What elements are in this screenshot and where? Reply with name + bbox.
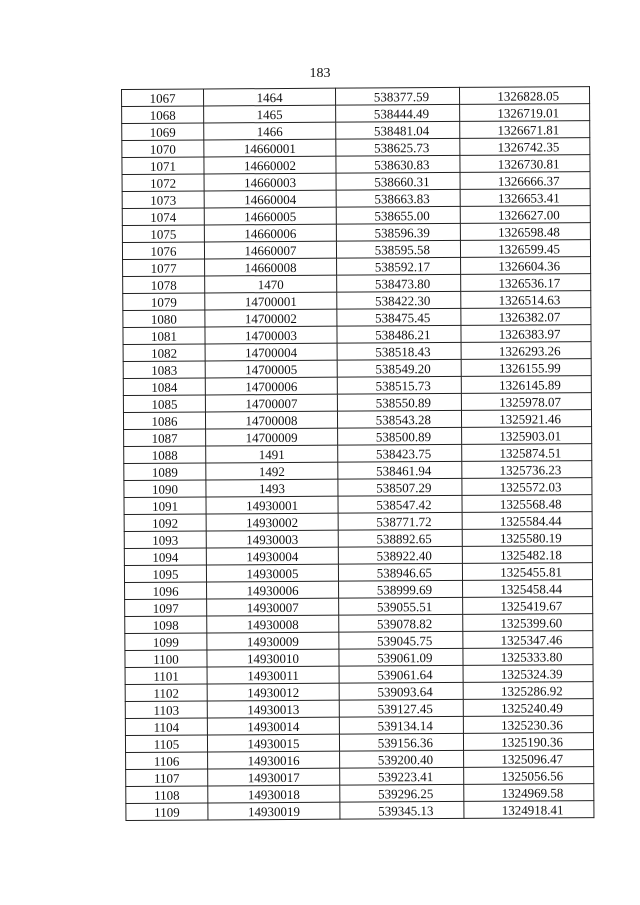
x-coordinate-cell: 538630.83 (336, 155, 460, 173)
x-coordinate-cell: 538475.45 (337, 308, 461, 326)
y-coordinate-cell: 1325458.44 (463, 580, 593, 598)
row-index-cell: 1075 (122, 225, 204, 243)
y-coordinate-cell: 1325572.03 (462, 478, 592, 496)
row-index-cell: 1079 (123, 293, 205, 311)
x-coordinate-cell: 538596.39 (336, 223, 460, 241)
y-coordinate-cell: 1325419.67 (463, 597, 593, 615)
x-coordinate-cell: 538655.00 (336, 206, 460, 224)
row-index-cell: 1107 (126, 769, 208, 787)
y-coordinate-cell: 1325921.46 (461, 410, 591, 428)
row-index-cell: 1086 (123, 412, 205, 430)
point-id-cell: 14660005 (204, 207, 336, 225)
row-index-cell: 1087 (124, 429, 206, 447)
coordinate-table (121, 86, 594, 821)
y-coordinate-cell: 1326514.63 (461, 291, 591, 309)
y-coordinate-cell: 1325482.18 (462, 546, 592, 564)
point-id-cell: 14700008 (205, 411, 337, 429)
point-id-cell: 14660007 (204, 241, 336, 259)
point-id-cell: 14930002 (206, 513, 338, 531)
x-coordinate-cell: 539223.41 (340, 767, 464, 785)
point-id-cell: 14660001 (204, 139, 336, 157)
row-index-cell: 1067 (122, 89, 204, 107)
row-index-cell: 1097 (125, 599, 207, 617)
point-id-cell: 14700009 (206, 428, 338, 446)
x-coordinate-cell: 539296.25 (340, 784, 464, 802)
row-index-cell: 1068 (122, 106, 204, 124)
row-index-cell: 1082 (123, 344, 205, 362)
y-coordinate-cell: 1325978.07 (461, 393, 591, 411)
x-coordinate-cell: 538663.83 (336, 189, 460, 207)
x-coordinate-cell: 538550.89 (337, 393, 461, 411)
x-coordinate-cell: 539061.09 (339, 648, 463, 666)
row-index-cell: 1091 (124, 497, 206, 515)
row-index-cell: 1080 (123, 310, 205, 328)
y-coordinate-cell: 1326145.89 (461, 376, 591, 394)
row-index-cell: 1092 (124, 514, 206, 532)
x-coordinate-cell: 538592.17 (337, 257, 461, 275)
y-coordinate-cell: 1326719.01 (460, 104, 590, 122)
point-id-cell: 14700005 (205, 360, 337, 378)
y-coordinate-cell: 1326666.37 (460, 172, 590, 190)
point-id-cell: 14700001 (205, 292, 337, 310)
x-coordinate-cell: 538500.89 (338, 427, 462, 445)
point-id-cell: 1470 (205, 275, 337, 293)
point-id-cell: 14660006 (204, 224, 336, 242)
x-coordinate-cell: 538892.65 (338, 529, 462, 547)
x-coordinate-cell: 539345.13 (340, 801, 464, 819)
point-id-cell: 14660003 (204, 173, 336, 191)
row-index-cell: 1083 (123, 361, 205, 379)
point-id-cell: 14660002 (204, 156, 336, 174)
y-coordinate-cell: 1324969.58 (464, 784, 594, 802)
row-index-cell: 1076 (122, 242, 204, 260)
row-index-cell: 1099 (125, 633, 207, 651)
point-id-cell: 14930007 (207, 598, 339, 616)
y-coordinate-cell: 1326293.26 (461, 342, 591, 360)
point-id-cell: 14700002 (205, 309, 337, 327)
y-coordinate-cell: 1325096.47 (464, 750, 594, 768)
y-coordinate-cell: 1326536.17 (461, 274, 591, 292)
table-row (126, 801, 594, 821)
x-coordinate-cell: 538771.72 (338, 512, 462, 530)
point-id-cell: 14930005 (206, 564, 338, 582)
point-id-cell: 14930018 (208, 785, 340, 803)
x-coordinate-cell: 538444.49 (336, 104, 460, 122)
y-coordinate-cell: 1325240.49 (463, 699, 593, 717)
point-id-cell: 14930001 (206, 496, 338, 514)
y-coordinate-cell: 1325286.92 (463, 682, 593, 700)
x-coordinate-cell: 539061.64 (339, 665, 463, 683)
point-id-cell: 1491 (206, 445, 338, 463)
row-index-cell: 1073 (122, 191, 204, 209)
x-coordinate-cell: 538473.80 (337, 274, 461, 292)
x-coordinate-cell: 538660.31 (336, 172, 460, 190)
x-coordinate-cell: 538518.43 (337, 342, 461, 360)
point-id-cell: 1492 (206, 462, 338, 480)
x-coordinate-cell: 538377.59 (335, 87, 459, 105)
y-coordinate-cell: 1325347.46 (463, 631, 593, 649)
x-coordinate-cell: 538486.21 (337, 325, 461, 343)
x-coordinate-cell: 538461.94 (338, 461, 462, 479)
x-coordinate-cell: 538422.30 (337, 291, 461, 309)
row-index-cell: 1094 (124, 548, 206, 566)
x-coordinate-cell: 538481.04 (336, 121, 460, 139)
point-id-cell: 14660008 (205, 258, 337, 276)
point-id-cell: 14930011 (207, 666, 339, 684)
y-coordinate-cell: 1326828.05 (459, 87, 589, 105)
point-id-cell: 14930006 (207, 581, 339, 599)
point-id-cell: 14930008 (207, 615, 339, 633)
row-index-cell: 1105 (125, 735, 207, 753)
y-coordinate-cell: 1325324.39 (463, 665, 593, 683)
y-coordinate-cell: 1326383.97 (461, 325, 591, 343)
y-coordinate-cell: 1324918.41 (464, 801, 594, 819)
coordinate-table-body (122, 87, 594, 821)
x-coordinate-cell: 538595.58 (336, 240, 460, 258)
row-index-cell: 1109 (126, 803, 208, 821)
row-index-cell: 1085 (123, 395, 205, 413)
row-index-cell: 1095 (124, 565, 206, 583)
x-coordinate-cell: 539078.82 (339, 614, 463, 632)
y-coordinate-cell: 1325568.48 (462, 495, 592, 513)
row-index-cell: 1088 (124, 446, 206, 464)
page-number: 183 (309, 66, 331, 81)
y-coordinate-cell: 1325230.36 (463, 716, 593, 734)
y-coordinate-cell: 1326155.99 (461, 359, 591, 377)
x-coordinate-cell: 538946.65 (338, 563, 462, 581)
point-id-cell: 14930003 (206, 530, 338, 548)
row-index-cell: 1093 (124, 531, 206, 549)
point-id-cell: 1466 (204, 122, 336, 140)
row-index-cell: 1108 (126, 786, 208, 804)
row-index-cell: 1090 (124, 480, 206, 498)
x-coordinate-cell: 539045.75 (339, 631, 463, 649)
row-index-cell: 1103 (125, 701, 207, 719)
row-index-cell: 1098 (125, 616, 207, 634)
row-index-cell: 1069 (122, 123, 204, 141)
y-coordinate-cell: 1326604.36 (461, 257, 591, 275)
row-index-cell: 1101 (125, 667, 207, 685)
x-coordinate-cell: 538543.28 (337, 410, 461, 428)
x-coordinate-cell: 538922.40 (338, 546, 462, 564)
y-coordinate-cell: 1325584.44 (462, 512, 592, 530)
row-index-cell: 1077 (123, 259, 205, 277)
row-index-cell: 1089 (124, 463, 206, 481)
y-coordinate-cell: 1326653.41 (460, 189, 590, 207)
y-coordinate-cell: 1326382.07 (461, 308, 591, 326)
row-index-cell: 1070 (122, 140, 204, 158)
point-id-cell: 14930014 (207, 717, 339, 735)
y-coordinate-cell: 1325190.36 (463, 733, 593, 751)
x-coordinate-cell: 539200.40 (340, 750, 464, 768)
y-coordinate-cell: 1325333.80 (463, 648, 593, 666)
y-coordinate-cell: 1325903.01 (462, 427, 592, 445)
x-coordinate-cell: 539134.14 (339, 716, 463, 734)
x-coordinate-cell: 538507.29 (338, 478, 462, 496)
row-index-cell: 1100 (125, 650, 207, 668)
x-coordinate-cell: 539093.64 (339, 682, 463, 700)
y-coordinate-cell: 1326742.35 (460, 138, 590, 156)
point-id-cell: 1465 (204, 105, 336, 123)
point-id-cell: 14660004 (204, 190, 336, 208)
row-index-cell: 1078 (123, 276, 205, 294)
point-id-cell: 14930012 (207, 683, 339, 701)
row-index-cell: 1071 (122, 157, 204, 175)
point-id-cell: 14700003 (205, 326, 337, 344)
y-coordinate-cell: 1325874.51 (462, 444, 592, 462)
point-id-cell: 14930013 (207, 700, 339, 718)
row-index-cell: 1104 (125, 718, 207, 736)
x-coordinate-cell: 538423.75 (338, 444, 462, 462)
point-id-cell: 14930015 (207, 734, 339, 752)
point-id-cell: 14930009 (207, 632, 339, 650)
y-coordinate-cell: 1325736.23 (462, 461, 592, 479)
x-coordinate-cell: 539156.36 (339, 733, 463, 751)
point-id-cell: 14700006 (205, 377, 337, 395)
point-id-cell: 1464 (204, 88, 336, 106)
point-id-cell: 14930019 (208, 802, 340, 820)
x-coordinate-cell: 538999.69 (339, 580, 463, 598)
row-index-cell: 1102 (125, 684, 207, 702)
y-coordinate-cell: 1325399.60 (463, 614, 593, 632)
y-coordinate-cell: 1326599.45 (460, 240, 590, 258)
point-id-cell: 14930016 (208, 751, 340, 769)
row-index-cell: 1084 (123, 378, 205, 396)
point-id-cell: 1493 (206, 479, 338, 497)
row-index-cell: 1081 (123, 327, 205, 345)
y-coordinate-cell: 1326627.00 (460, 206, 590, 224)
y-coordinate-cell: 1326598.48 (460, 223, 590, 241)
x-coordinate-cell: 539055.51 (339, 597, 463, 615)
y-coordinate-cell: 1325580.19 (462, 529, 592, 547)
row-index-cell: 1074 (122, 208, 204, 226)
x-coordinate-cell: 538549.20 (337, 359, 461, 377)
row-index-cell: 1096 (125, 582, 207, 600)
point-id-cell: 14930017 (208, 768, 340, 786)
point-id-cell: 14700007 (205, 394, 337, 412)
row-index-cell: 1072 (122, 174, 204, 192)
x-coordinate-cell: 538625.73 (336, 138, 460, 156)
y-coordinate-cell: 1325056.56 (464, 767, 594, 785)
x-coordinate-cell: 538547.42 (338, 495, 462, 513)
y-coordinate-cell: 1325455.81 (462, 563, 592, 581)
point-id-cell: 14930004 (206, 547, 338, 565)
x-coordinate-cell: 538515.73 (337, 376, 461, 394)
row-index-cell: 1106 (126, 752, 208, 770)
y-coordinate-cell: 1326730.81 (460, 155, 590, 173)
x-coordinate-cell: 539127.45 (339, 699, 463, 717)
point-id-cell: 14700004 (205, 343, 337, 361)
point-id-cell: 14930010 (207, 649, 339, 667)
y-coordinate-cell: 1326671.81 (460, 121, 590, 139)
